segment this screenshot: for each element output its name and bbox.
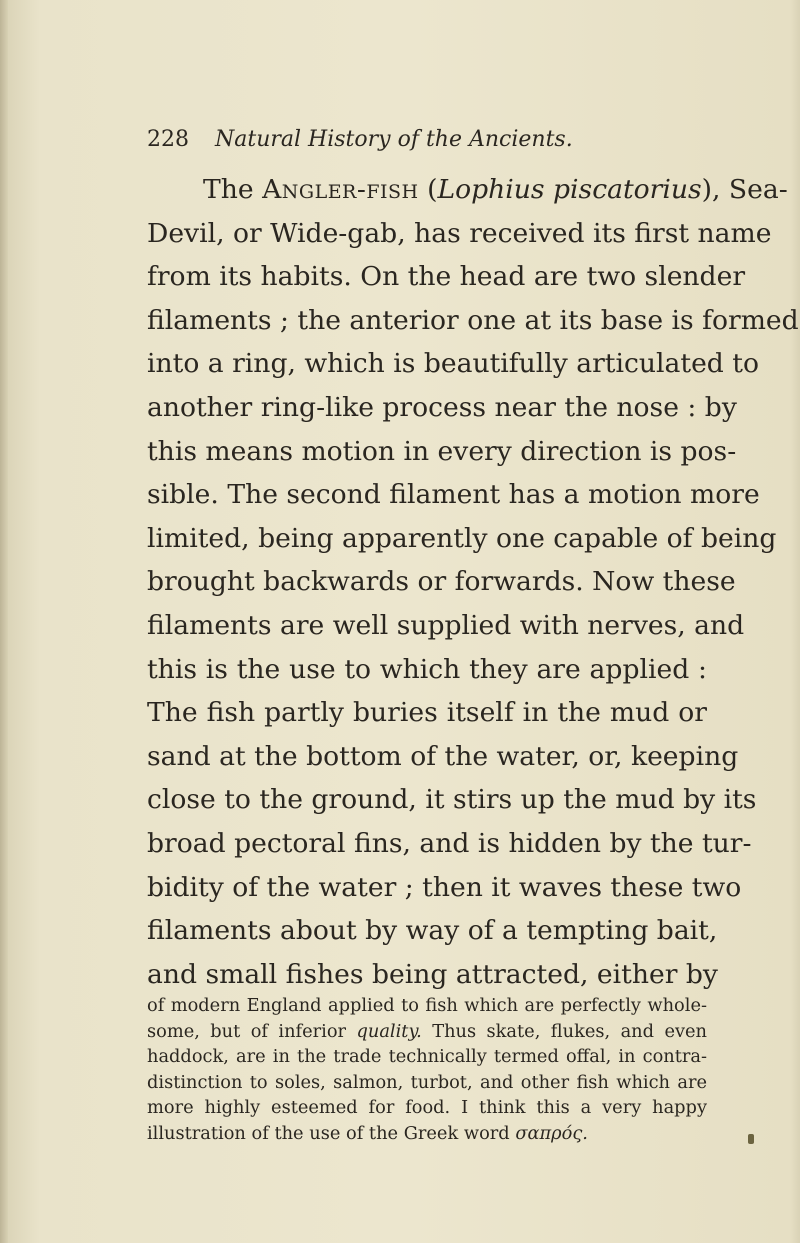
main-text xyxy=(147,168,799,996)
running-header xyxy=(147,124,707,156)
text-line: sand at the bottom of the water, or, keeping xyxy=(147,740,739,772)
term-angler-fish: Angler-fish xyxy=(262,174,419,205)
species-name: Lophius piscatorius xyxy=(437,174,702,205)
text-line: bidity of the water ; then it waves these two xyxy=(147,871,742,903)
greek-word: σαπρός. xyxy=(515,1122,588,1144)
text-line: filaments are well supplied with nerves, and xyxy=(147,609,745,641)
text-line: filaments about by way of a tempting bait, xyxy=(147,915,718,947)
footnote-line: more highly esteemed for food. I think this a very happy xyxy=(147,1097,707,1119)
footnote-line: haddock, are in the trade technically termed offal, in contra- xyxy=(147,1046,707,1068)
footnote-line: distinction to soles, salmon, turbot, and other fish which are xyxy=(147,1071,707,1093)
text-line: brought backwards or forwards. Now these xyxy=(147,566,736,598)
text-line: this is the use to which they are applied : xyxy=(147,653,707,685)
text-line: another ring-like process near the nose : by xyxy=(147,391,737,423)
footnote-line: of modern England applied to fish which are perfectly whole- xyxy=(147,995,707,1016)
text-line: The Angler-fish (Lophius piscatorius), Sea- xyxy=(203,174,788,205)
text-line: into a ring, which is beautifully articulated to xyxy=(147,348,759,380)
ink-mark xyxy=(748,1134,754,1144)
text-line: this means motion in every direction is pos- xyxy=(147,435,737,467)
text-line: sible. The second filament has a motion more xyxy=(147,479,760,511)
page-number: 228 xyxy=(147,127,189,152)
footnote xyxy=(147,993,707,1147)
text-line: filaments ; the anterior one at its base is formed xyxy=(147,304,799,336)
footnote-line: illustration of the use of the Greek word σαπρός. xyxy=(147,1122,588,1144)
running-title: Natural History of the Ancients. xyxy=(215,127,573,152)
text-line: limited, being apparently one capable of being xyxy=(147,522,777,554)
text-line: Devil, or Wide-gab, has received its first name xyxy=(147,217,772,249)
text-line: from its habits. On the head are two slender xyxy=(147,261,746,293)
footnote-line: some, but of inferior quality. Thus skate, flukes, and even xyxy=(147,1020,707,1042)
page-gutter-edge xyxy=(0,0,8,1243)
text-line: The fish partly buries itself in the mud or xyxy=(147,697,707,729)
text-line: and small fishes being attracted, either by xyxy=(147,958,718,990)
text-line: close to the ground, it stirs up the mud by its xyxy=(147,784,757,816)
text-line: broad pectoral fins, and is hidden by the tur- xyxy=(147,827,752,859)
